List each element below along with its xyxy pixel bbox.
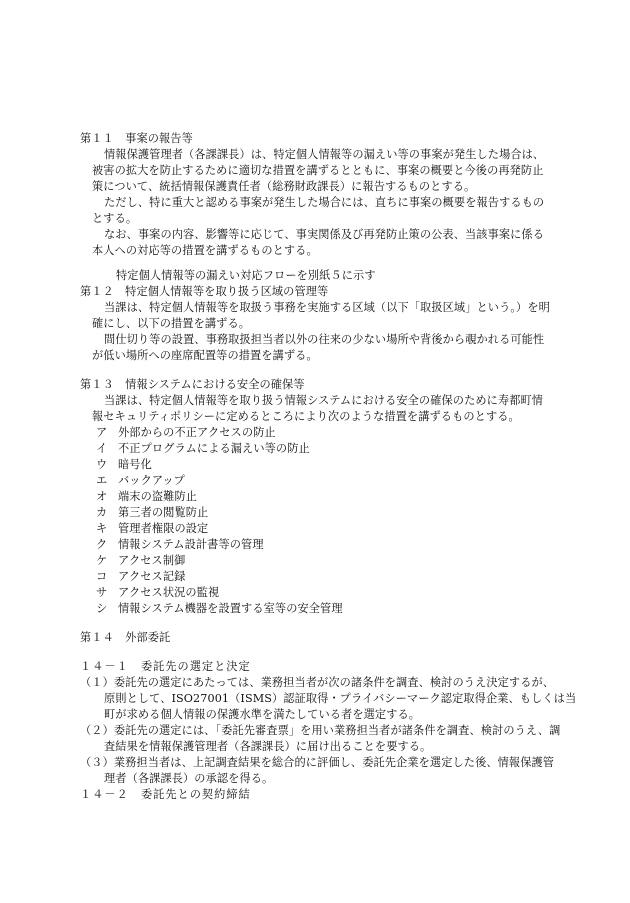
subsection-14-2-heading: １４－２ 委託先との契約締結 (80, 788, 251, 801)
section-11-p2-line1: ただし、特に重大と認める事案が発生した場合には、直ちに事案の概要を報告するもの (104, 196, 545, 209)
section-11-flow-note: 特定個人情報等の漏えい対応フローを別紙５に示す (116, 269, 376, 282)
list-item: ア 外部からの不正アクセスの防止 (96, 426, 276, 439)
section-11-p3-line2: 本人への対応等の措置を講ずるものとする。 (92, 244, 318, 257)
clause-2-line2: 査結果を情報保護管理者（各課課長）に届け出ることを要する。 (104, 740, 432, 753)
list-item: ウ 暗号化 (96, 458, 152, 471)
section-13-p1-line1: 当課は、特定個人情報等を取り扱う情報システムにおける安全の確保のために寿都町情 (104, 394, 544, 407)
list-item: オ 端末の盗難防止 (96, 490, 198, 503)
list-item: イ 不正プログラムによる漏えい等の防止 (96, 442, 310, 455)
list-item: エ バックアップ (96, 474, 185, 487)
section-11-p3-line1: なお、事案の内容、影響等に応じて、事実関係及び再発防止策の公表、当該事案に係る (104, 228, 544, 241)
document-body (80, 131, 577, 803)
security-measures-list (80, 425, 560, 617)
section-12-p1-line2: 確にし、以下の措置を講ずる。 (92, 317, 251, 330)
list-item: サ アクセス状況の監視 (96, 586, 220, 599)
section-14-heading: 第１４ 外部委託 (80, 631, 171, 644)
subsection-14-1-heading: １４－１ 委託先の選定と決定 (80, 660, 251, 673)
list-item: シ 情報システム機器を設置する室等の安全管理 (96, 602, 343, 615)
clause-3-line2: 理者（各課課長）の承認を得る。 (104, 772, 274, 785)
section-11-p1-line3: 策について、統括情報保護責任者（総務財政課長）に報告するものとする。 (92, 180, 476, 193)
clause-3-line1: （３）業務担当者は、上記調査結果を総合的に評価し、委託先企業を選定した後、情報保護管 (80, 756, 555, 769)
section-11-p2-line2: とする。 (92, 212, 138, 225)
list-item: ク 情報システム設計書等の管理 (96, 538, 264, 551)
list-item: コ アクセス記録 (96, 570, 186, 583)
list-item: カ 第三者の閲覧防止 (96, 506, 209, 519)
section-13-p1-line2: 報セキュリティポリシーに定めるところにより次のような措置を講ずるものとする。 (92, 410, 520, 423)
clause-1-line1: （１）委託先の選定にあたっては、業務担当者が次の諸条件を調査、検討のうえ決定するが、 (80, 676, 555, 689)
section-13-heading: 第１３ 情報システムにおける安全の確保等 (80, 378, 305, 391)
section-11-p1-line1: 情報保護管理者（各課課長）は、特定個人情報等の漏えい等の事案が発生した場合は、 (104, 148, 545, 161)
list-item: キ 管理者権限の設定 (96, 522, 209, 535)
clause-2-line1: （２）委託先の選定には、「委託先審査票」を用い業務担当者が諸条件を調査、検討のうえ、調 (80, 724, 561, 737)
list-item: ケ アクセス制御 (96, 554, 186, 567)
clause-1-line2: 原則として、ISO27001（ISMS）認証取得・プライバシーマーク認定取得企業、もしくは当 (104, 692, 577, 705)
clause-1-line3: 町が求める個人情報の保護水準を満たしている者を選定する。 (104, 708, 421, 721)
section-12-p2-line2: が低い場所への座席配置等の措置を講ずる。 (92, 349, 318, 362)
section-11-p1-line2: 被害の拡大を防止するために適切な措置を講ずるとともに、事案の概要と今後の再発防止 (92, 164, 544, 177)
section-12-heading: 第１２ 特定個人情報等を取り扱う区域の管理等 (80, 285, 329, 298)
section-11-heading: 第１１ 事案の報告等 (80, 132, 193, 145)
section-12-p2-line1: 間仕切り等の設置、事務取扱担当者以外の往来の少ない場所や背後から覗かれる可能性 (104, 333, 545, 346)
section-12-p1-line1: 当課は、特定個人情報等を取扱う事務を実施する区域（以下「取扱区域」という。）を明 (104, 301, 550, 314)
